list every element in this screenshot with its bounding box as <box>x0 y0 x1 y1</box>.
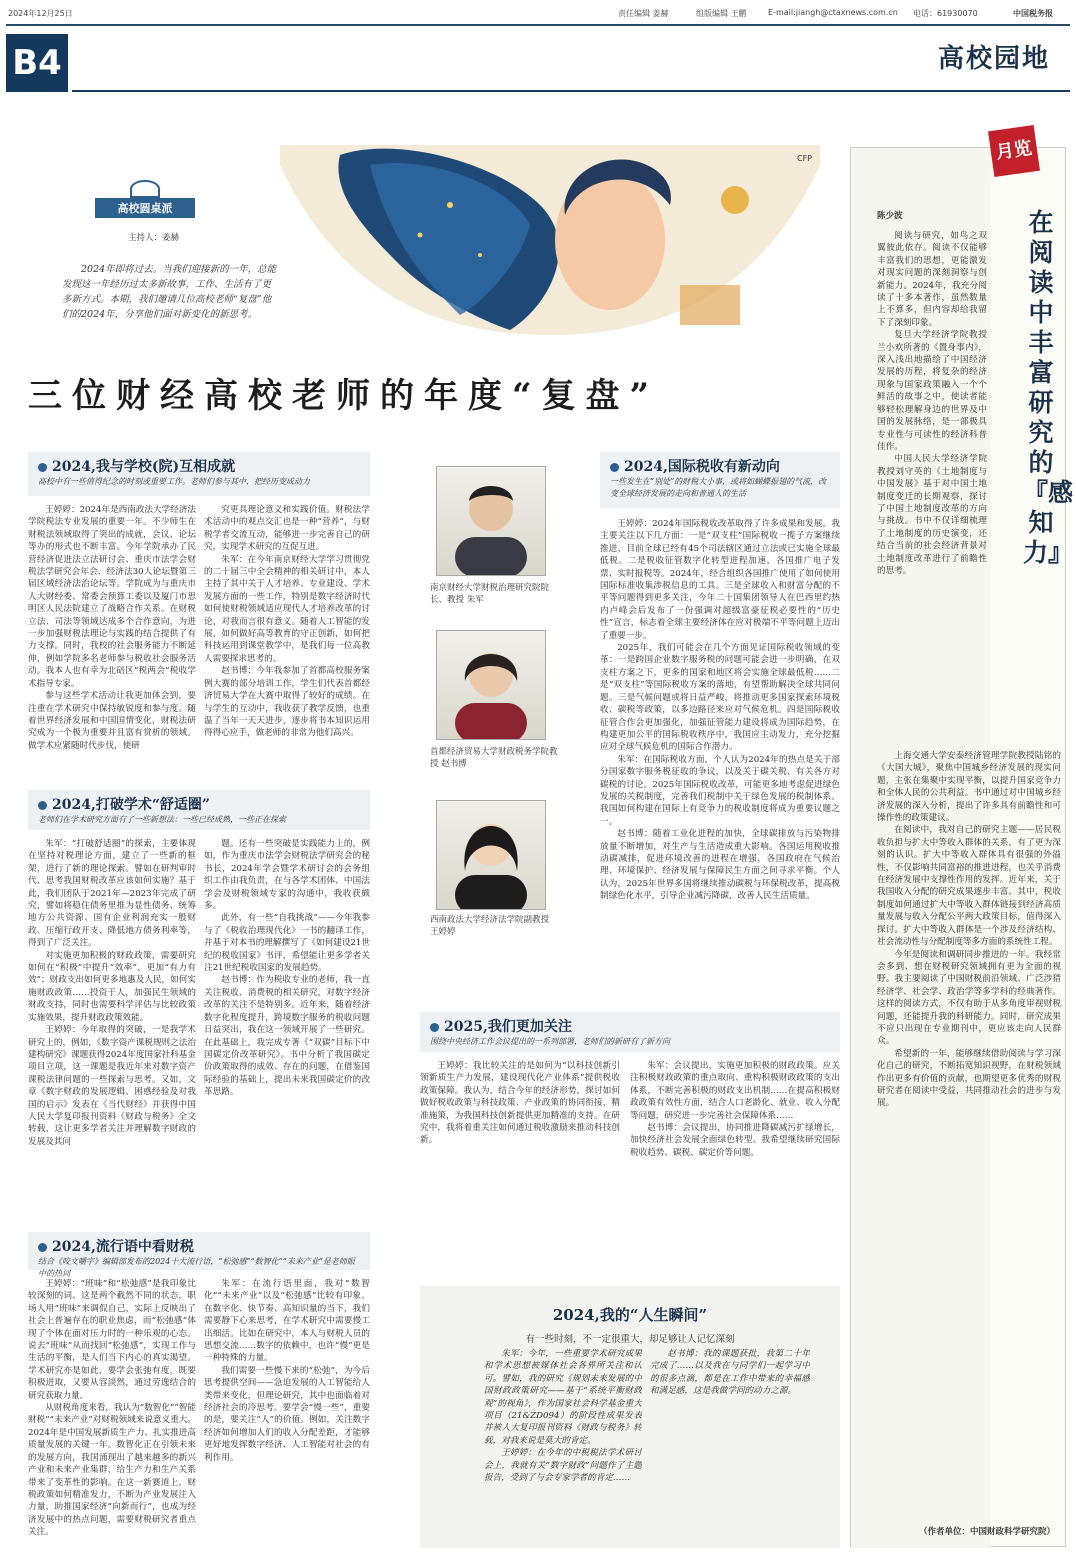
paragraph: 复旦大学经济学院教授兰小欢所著的《置身事内》，深入浅出地描绘了中国经济发展的历程，将复杂的经济现象与国家政策融入一个个鲜活的故事之中，使读者能够轻松理解身边的世界及中国的发展脉络，是一部极具专业性与可读性的经济科普佳作。 <box>877 330 987 452</box>
section-1-title: 2024,我与学校(院)互相成就 <box>52 459 236 475</box>
paragraph: 我们需要一些慢下来的“松弛”，为今后思考提供空间——急迫发展的人工智能给人类带来变化，但理论研究，其中也面临着对经济社会的冷思考。要学会“慢一些”，重要的是，要关注“人”的价值。例如，关注数字经济如何增加人们的收入分配差距，才能够更好地发挥数字经济、人工智能对社会的有利作用。 <box>204 1365 370 1463</box>
bullet-icon <box>38 1243 47 1252</box>
paragraph: 赵书博：作为税收专业的老师，我一直关注税收、消费税的相关研究，对数字经济改革的关注不是特别多。近年来，随着经济数字化程度提升，跨境数字服务的税收问题日益突出，我在这一领域开展了一些研究。在此基础上，我完成专著《“双碳”目标下中国碳定价改革研究》。书中分析了我国碳定价政策取得的成效、存在的问题，在借鉴国际经验的基础上，提出未来我国碳定价的改革思路。 <box>204 975 370 1098</box>
sidebar-org: （作者单位：中国财政科学研究院） <box>918 1527 1055 1537</box>
paragraph: 从财税角度来看，我认为“数智化”“智能财税”“未来产业”对财税领域来说意义重大。2024年是中国发展新质生产力、扎实推进高质量发展的关键一年。数智化正在引领未来的发展方向，我国涌现出了越来越多的新兴产业和未来产业集群，给生产力和生产关系带来了变革性的影响。在这一新赛道上，财税政策如何精准发力，不断为产业发展注入力量，助推国家经济“向新而行”，也成为经济发展中的热点问题，需要财税研究者重点关注。 <box>28 1403 196 1538</box>
page-number: B4 <box>6 34 68 92</box>
section-5-header <box>420 1012 840 1052</box>
portrait-wangtingting <box>436 800 546 910</box>
paragraph: 王婷婷：“班味”和“松弛感”是我印象比较深刻的词。这是两个截然不同的状态，职场人用“班味”来调侃自己，实际上反映出了社会上普遍存在的职业焦虑，而“松弛感”体现了个体在面对压力时的一种乐观的心态。说去“班味”从而找回“松弛感”，实现工作与生活的平衡，是人们当下内心的真实渴望。学术研究亦是如此，要学会张弛有度，既要积极进取，又要从容淡然，通过劳逸结合的研究获取力量。 <box>28 1279 196 1401</box>
paragraph: 朱军：会议提出，实施更加积极的财政政策。应关注积极财政政策的重点取向、重构积极财政政策的支出体系，不断完善积极的财政支出机制……在提高积极财政政策有效性方面，结合人口老龄化、就业、收入分配等问题，研究进一步完善社会保障体系…… <box>630 1061 840 1121</box>
main-title: 三位财经高校老师的年度“复盘” <box>28 376 660 416</box>
sidebar-label-badge: 月览 <box>988 125 1040 177</box>
sidebar-col-top <box>877 230 987 750</box>
section-1-col-a <box>28 504 196 752</box>
issue-date: 2024年12月25日 <box>8 9 73 18</box>
paragraph: 赵书博：随着工业化进程的加快，全球碳排放与污染物排放量不断增加，对生产与生活造成重大影响。各国运用税收推动碳减排，促进环境改善的进程在增强，各国政府在气候治理、环境保护、经济发展与保障民生方面之间寻求平衡。个人认为，2025年世界多国将继续推动碳税与环保税改革，提高税制绿色化水平，引导企业减污降碳，改善人民生活质量。 <box>600 829 840 902</box>
host-credit: 主持人：姜赫 <box>128 233 180 243</box>
paragraph: 上海交通大学安泰经济管理学院教授陆铭的《大国大城》，聚焦中国城乡经济发展的现实问题，主张在集聚中实现平衡，以提升国家竞争力和全体人民的公共利益。书中通过对中国城乡经济发展的深入分析，提出了许多具有前瞻性和可操作性的政策建议。 <box>877 751 1061 824</box>
section-5-title: 2025,我们更加关注 <box>444 1019 572 1035</box>
section-3-col-a <box>28 1278 196 1546</box>
paragraph: 赵书博：今年我参加了首都高校服务案例大赛的部分培训工作，学生们代表首都经济贸易大学在大赛中取得了较好的成绩。在与学生的互动中，我收获了教学反馈，也重温了当年一天天进步，逐步将书本知识运用得得心应手，做老师的非常为他们高兴。 <box>204 666 370 739</box>
paragraph: 参与这些学术活动让我更加体会到，要注重在学术研究中保持敏锐度和参与度。随着世界经济发展和中国国情变化，财税法研究成为一个极为重要并且富有赏析的领域。做学术应紧随时代步伐，使研 <box>28 691 196 751</box>
section-3-title: 2024,流行语中看财税 <box>52 1239 194 1255</box>
paragraph: 朱军：今年，一些重要学术研究成果和学术思想被媒体社会各界所关注和认可。譬如，我的研究《规划未来发展的中国财政政策研究——基于“系统平衡财政观”的视角》，作为国家社会科学基金重大项目（21&ZD094）的阶段性成果发表并被人大复印报刊资料《财政与税务》转载，对我来说是莫大的肯定。 <box>484 1349 642 1446</box>
paragraph: 究更具理论意义和实践价值。财税法学术活动中的观点交汇也是一种“营养”，与财税学者交流互动，能够进一步完善自己的研究，实现学术研究的互促互进。 <box>204 505 370 553</box>
paper-name: 中国税务报 <box>1013 9 1053 18</box>
masthead-bar <box>8 0 1068 22</box>
section-4-header <box>600 452 840 508</box>
paragraph: 题。还有一些突破是实践能力上的，例如，作为重庆市法学会财税法学研究会的秘书长，2024年学会暨学术研讨会的会务组织工作由我负责，在与各学术团体、中国法学会及财税领域专家的沟通中，我收获颇多。 <box>204 839 370 912</box>
reading-sidebar <box>850 137 1074 1547</box>
column-label: 高校圆桌派 <box>95 198 195 218</box>
section-title: 高校园地 <box>937 44 1050 74</box>
section-2-col-b <box>204 838 370 1208</box>
sidebar-title: 在阅读中丰富研究的『感知力』 <box>1023 208 1074 567</box>
paragraph: 阅读与研究，如鸟之双翼彼此依存。阅读不仅能够丰富我们的思想，更能激发对现实问题的深刻洞察与创新能力。2024年，我充分阅读了十多本著作，虽然数量上不算多，但内容却给我留下了深刻印象。 <box>877 231 987 328</box>
email-contact[interactable]: E-mail:jiangh@ctaxnews.com.cn <box>768 8 898 17</box>
bullet-icon <box>610 463 619 472</box>
phone-contact: 电话：61930070 <box>913 9 978 18</box>
paragraph: 朱军：在国际税收方面，个人认为2024年的热点是关于部分国家数字服务税征收的争议，以及关于碳关税、有关各方对碳税的讨论。2025年国际税收改革，可能更多地考虑促进绿色发展的关税制度，完善我们税制中关于绿色发展的税制体系。我国如何构建在国际上有竞争力的税收制度将成为重要议题之一。 <box>600 754 840 827</box>
intro-text: 2024年即将过去。当我们迎接新的一年，总能发现这一年经历过太多新故事，工作、生活有了更多新方式。本期，我们邀请几位高校老师“复盘”他们的2024年，分享他们面对新变化的新思考。 <box>62 264 277 320</box>
designer-credit: 组版编辑 王鹏 <box>696 9 747 18</box>
affil-zhujun: 南京财经大学财税治理研究院院长、教授 朱军 <box>430 583 550 605</box>
section-3-header <box>28 1232 370 1278</box>
section-1-col-b <box>204 504 370 740</box>
section-3-col-b <box>204 1278 370 1546</box>
paragraph: 朱军：在流行语里面，我对“数智化”“未来产业”以及“松弛感”比较有印象。在数字化、快节奏、高知识量的当下，我们需要静下心来思考，在学术研究中需要慢工出细活。比如在研究中，本人与财税人员的思想交流……数字的依赖中，也许“慢”更是一种特殊的力量。 <box>204 1279 370 1364</box>
paragraph: 王婷婷：在今年的中税税法学术研讨会上，我就有关“数字财政”问题作了主题报告，受到了与会专家学者的肯定…… <box>484 1448 642 1484</box>
portrait-zhujun <box>436 466 546 576</box>
affil-zhaoshubo: 首都经济贸易大学财政税务学院教授 赵书博 <box>430 747 558 769</box>
section-1-subtitle: 高校中有一些值得纪念的时刻或重要工作。老师们参与其中，把经历变成动力 <box>38 477 310 486</box>
paragraph: 中国人民大学经济学院教授刘守英的《土地制度与中国发展》基于对中国土地制度变迁的长期观察，探讨了中国土地制度改革的方向与挑战。书中不仅详细梳理了土地制度的历史演变，还结合当前的社会经济背景对土地制度改革进行了前瞻性的思考。 <box>877 454 987 576</box>
bullet-icon <box>430 1023 439 1032</box>
section-2-col-a <box>28 838 196 1208</box>
paragraph: 此外，有一些“自我挑战”——今年我参与了《税收治理现代化》一书的翻译工作，并基于对本书的理解撰写了《如何建设21世纪的税收国家》书评，希望能让更多学者关注21世纪税收国家的发展趋势。 <box>204 913 370 974</box>
section-4-body <box>600 518 840 1004</box>
section-2-title: 2024,打破学术“舒适圈” <box>52 797 210 813</box>
life-moments-col-b <box>650 1348 810 1544</box>
life-moments-col-a <box>484 1348 642 1544</box>
section-2-header <box>28 790 370 830</box>
section-4-subtitle: 一些发生在“别处”的财税大小事，或将如蝴蝶振翅的气流，改变全球经济发展的走向和普通人的生活 <box>610 477 827 498</box>
paragraph: 2025年，我们可能会在几个方面见证国际税收领域的变革：一是跨国企业数字服务税的问题可能会进一步明确，在双支柱方案之下，更多的国家和地区将会实施全球最低税……二是“双支柱”等国际税收方案的落地，有望帮助解决全球共同问题。三是气候问题或将日益严峻，将推动更多国家探索环境税收、碳税等政策，以多边路径来应对气候危机。四是国际税收征管合作会更加强化，加强征管能力建设将成为国际趋势，在构建更加公平的国际税收秩序中，我国应主动发力，充分挖掘应对全球气候危机的国际合作潜力。 <box>600 643 840 753</box>
paragraph: 今年是阅读和调研同步推进的一年。我经常会多到、想在财税研究领域拥有更为全面的视野。我主要阅读了中国财税前沿领域、广泛涉猎经济学、社会学、政治学等多学科的经典著作。这样的阅读方式，不仅有助于从多角度审视财税问题，还能提升我的科研能力。同时，研究成果不应只出现在专业期刊中，更应该走向人民群众。 <box>877 949 1061 1047</box>
section-1-header <box>28 452 370 496</box>
section-4-title: 2024,国际税收有新动向 <box>624 459 780 475</box>
paragraph: 希望新的一年，能够继续借助阅读与学习深化自己的研究，不断拓宽知识视野，在财税领域作出更多有价值的贡献，也期望更多优秀的财税研究者在阅读中受益，共同推动社会的进步与发展。 <box>877 1048 1061 1109</box>
editor-credit: 责任编辑 姜赫 <box>618 9 669 18</box>
sidebar-author: 陈少波 <box>877 211 903 221</box>
paragraph: 赵书博：我的课题获批，我第二十年完成了……以及我在与同学们一起学习中的很多点滴，都是在工作中带来的幸福感和满足感，这是我做学问的动力之源。 <box>650 1349 810 1397</box>
life-moments-box <box>420 1286 840 1548</box>
bullet-icon <box>38 463 47 472</box>
paragraph: 朱军：在今年南京财经大学学习贯彻党的二十届三中全会精神的相关研讨中，本人主持了其中关于人才培养、专业建设、学术发展方面的一些工作，特别是数字经济时代如何使财税领域适应现代人才培养改革的讨论，对我而言很有意义。随着人工智能的发展，如何做好高等教育的守正创新，如何把科技运用到课堂教学中，是我们每一位高教人需要探求思考的。 <box>204 554 370 664</box>
column-logo <box>95 180 195 228</box>
section-2-subtitle: 老师们在学术研究方面有了一些新想法：一些已经成熟，一些正在探索 <box>38 815 286 824</box>
paragraph: 在阅读中，我对自己的研究主题——居民税收负担与扩大中等收入群体的关系，有了更为深刻的认识。扩大中等收入群体具有很强的外溢性，不仅影响共同富裕的推进进程，也关乎消费在经济发展中支撑性作用的发挥。近年来，关于我国收入分配的研究成果逐步丰富。其中，税收制度如何通过扩大中等收入群体链接到经济高质量发展与收入分配公平两大政策目标，值得深入探讨。扩大中等收入群体是一个涉及经济结构、社会流动性与分配制度等多方面的系统性工程。 <box>877 825 1061 948</box>
paragraph: 王婷婷：我比较关注的是如何为“以科技创新引领新质生产力发展，建设现代化产业体系”提供税收政策保障。我认为，结合今年的经济形势，探讨如何做好税收政策与科技政策、产业政策的协同衔接，精准施策，为我国科技创新提供更加精准的支持。在研究中，我将着重关注如何通过税收激励来推动科技创新。 <box>420 1061 620 1146</box>
section-5-col-b <box>630 1060 840 1280</box>
bullet-icon <box>38 801 47 810</box>
paragraph: 朱军：“打破舒适圈”的探索，主要体现在坚持对税理论方面，建立了一些新的框架，进行了新的理论探索。譬如在研判审时代、思考我国财税改革应该如何实施？基于此，我们团队于2021年—2023年完成了研究，譬如将稳住债务里推为显性债务、统筹地方公共资源、国有企业利润充实一般财政、压缩行政开支、降低地方债务利率等，得到了广泛关注。 <box>28 839 196 949</box>
affil-wangtingting: 西南政法大学经济法学院副教授 王婷婷 <box>430 915 550 937</box>
section-rule <box>72 90 1070 92</box>
paragraph: 王婷婷：2024年是西南政法大学经济法学院税法专业发展的重要一年。不少师生在财税法领域取得了突出的成就，会议、论坛等办的形式也不断丰富。今年学院承办了民营经济促进法立法研讨会、重庆市法学会财税法学研究会年会、经济法30人论坛暨第三届区域经济法治论坛等。学院成为与重庆市人大财经委、常委会预算工委以及厦门市思明区人民法院建立了战略合作关系。在财税立法、司法等领域达成多个合作意向，为进一步加强财税法理论与实践的结合提供了有力支撑。同时，我校的社会服务能力不断延伸，例如学院多名老师参与税收社会服务活动。我本人也有幸为北碚区“税两会”税收学术指导专家。 <box>28 505 196 689</box>
paragraph: 对实施更加积极的财政政策，需要研究如何在“积极”中提升“效率”，更加“有力有效”；财政支出如何更多地惠及人民，如何实施财政政策……投资于人，加强民生领域的财政支持，同时也需要科学评估与比较政策实施效果，提升财政政策效能。 <box>28 950 196 1023</box>
section-5-subtitle: 围绕中央经济工作会议提出的一系列部署，老师们的新研有了新方向 <box>430 1037 670 1046</box>
hero-illustration <box>280 145 820 335</box>
paragraph: 赵书博：会议提出，协同推进降碳减污扩绿增长，加快经济社会发展全面绿色转型。我希望继续研究国际税收趋势、碳税、碳定价等问题。 <box>630 1123 840 1158</box>
paragraph: 王婷婷：2024年国际税收改革取得了许多成果和发展。我主要关注以下几方面：一是“双支柱”国际税收一揽子方案继续推进，目前全球已经有45个司法辖区通过立法或已实施全球最低税。二是税收征管数字化转型进程加速，各国推广电子发票、实时报税等。2024年，经合组织各国推广使用了如何使用国际标准收集涉税信息的工具。三是全球收入和财富分配的不平等问题得到更多关注，今年二十国集团领导人在巴西里约热内卢峰会后发布了一份强调对超级富豪征税必要性的“历史性”宣言，标志着全球主要经济体在应对极端不平等问题上迈出了重要一步。 <box>600 519 840 641</box>
life-moments-title: 2024,我的“人生瞬间” <box>552 1306 708 1324</box>
life-moments-subtitle: 有一些时刻，不一定很重大，却足够让人记忆深刻 <box>525 1334 735 1345</box>
section-5-col-a <box>420 1060 620 1280</box>
section-3-subtitle: 结合《咬文嚼字》编辑部发布的2024十大流行语，“松弛感”“数智化”“未来产业”是老师眼中的热词 <box>38 1257 355 1278</box>
portrait-zhaoshubo <box>436 630 546 740</box>
sidebar-col-bottom <box>877 750 1061 1510</box>
paragraph: 王婷婷：今年取得的突破，一是我学术研究上的，例如，《数字资产课税规则之法治建构研究》课题获得2024年度国家社科基金项目立项，这一课题是我近年来对数字资产课税法律问题的一些探索与思考。又如，文章《数字财政的发展逻辑、困惑经验及对我国的启示》发表在《当代财经》并获得中国人民大学复印报刊资料《财政与税务》全文转载，这让更多学者关注并理解数字财政的发展及其问 <box>28 1025 196 1147</box>
photo-credit: CFP <box>796 154 812 163</box>
header-rule <box>6 24 1070 26</box>
